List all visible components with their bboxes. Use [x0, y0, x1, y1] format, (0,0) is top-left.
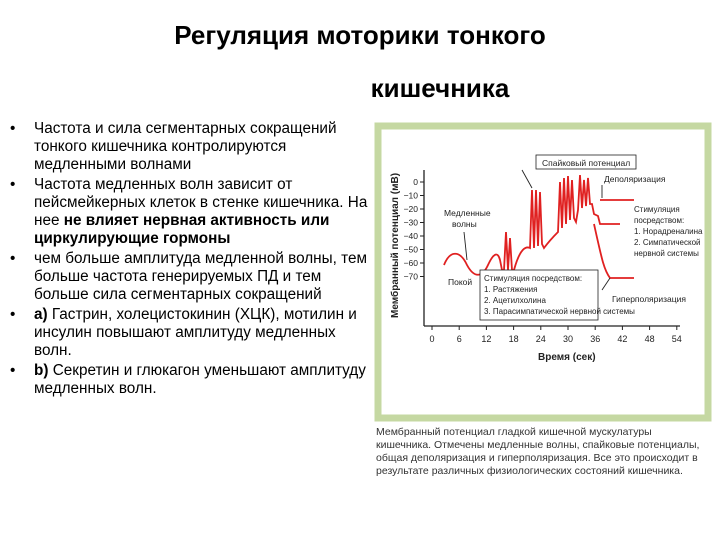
y-axis-label: Мембранный потенциал (мВ) [390, 172, 401, 318]
label-stim-nerv-2: посредством: [634, 216, 685, 225]
bullet-marker: • [10, 250, 16, 267]
bullet-text: Гастрин, холецистокинин (ХЦК), мотилин и инсулин повышают амплитуду медленных волн. [34, 306, 357, 359]
label-stim-bottom-1: Стимуляция посредством: [484, 274, 583, 283]
y-tick-label: −10 [403, 190, 418, 201]
label-spike: Спайковый потенциал [542, 158, 631, 168]
bullet-text: чем больше амплитуда медленной волны, тем больше частота генерируемых ПД и тем больше сила сегментарных сокращений [34, 250, 367, 303]
y-tick-label: 0 [413, 177, 418, 187]
y-tick-label: −40 [403, 231, 418, 241]
y-tick-label: −20 [403, 204, 418, 214]
bullet-item [10, 120, 370, 174]
bullet-item [10, 306, 370, 360]
figure-caption: Мембранный потенциал гладкой кишечной мускулатуры кишечника. Отмечены медленные волны, спайковые потенциалы, общая деполяризация и гиперполяризация. Все это происходит в результате различных физиологических состояний кишечника. [376, 426, 700, 477]
label-stim-bottom-2: 1. Растяжения [484, 285, 538, 294]
bullet-marker: • [10, 176, 16, 193]
x-tick-label: 30 [562, 334, 574, 344]
bullet-text: Частота и сила сегментарных сокращений тонкого кишечника контролируются медленными волнами [34, 120, 337, 173]
x-tick-label: 12 [481, 334, 492, 344]
x-tick-label: 18 [508, 334, 519, 344]
bullet-text: Частота медленных волн зависит от пейсмейкерных клеток в стенке кишечника. На нее [34, 176, 368, 229]
y-tick-label: −50 [403, 244, 418, 255]
x-tick-label: 24 [535, 334, 546, 344]
y-tick-label: −70 [403, 271, 418, 282]
label-stim-nerv-5: нервной системы [634, 249, 699, 258]
bullet-marker: • [10, 120, 16, 137]
x-tick-label: 36 [590, 334, 601, 344]
bullet-text: а) [34, 306, 48, 323]
x-axis-label: Время (сек) [538, 352, 596, 363]
x-tick-label: 6 [456, 334, 462, 344]
slide-title-line1: Регуляция моторики тонкого [174, 20, 546, 50]
label-rest: Покой [448, 277, 473, 287]
x-tick-label: 54 [671, 334, 682, 344]
bullet-text: b) [34, 362, 49, 379]
y-tick-label: −30 [403, 217, 418, 228]
label-stim-bottom-3: 2. Ацетилхолина [484, 296, 546, 305]
x-tick-label: 42 [617, 334, 628, 344]
bullet-item [10, 362, 370, 398]
label-hyperpolarization: Гиперполяризация [612, 294, 686, 304]
bullet-item [10, 250, 370, 304]
bullet-marker: • [10, 306, 16, 323]
bullet-text: не влияет нервная активность или циркулирующие гормоны [34, 212, 330, 247]
slide-title-line2: кишечника [370, 73, 510, 103]
label-slow-waves-1: Медленные [444, 208, 491, 218]
bullet-text: Секретин и глюкагон уменьшают амплитуду медленных волн. [34, 362, 366, 397]
label-depolarization: Деполяризация [604, 174, 666, 184]
label-stim-bottom-4: 3. Парасимпатической нервной системы [484, 307, 635, 316]
label-slow-waves-2: волны [452, 219, 477, 229]
x-tick-label: 0 [429, 334, 435, 344]
y-tick-label: −60 [403, 258, 418, 268]
bullet-marker: • [10, 362, 16, 379]
label-stim-nerv-3: 1. Норадреналина [634, 227, 703, 236]
bullet-item [10, 176, 370, 248]
bullet-list [10, 120, 370, 400]
label-stim-nerv-1: Стимуляция [634, 205, 680, 214]
x-tick-label: 48 [644, 334, 655, 344]
label-stim-nerv-4: 2. Симпатической [634, 238, 701, 247]
